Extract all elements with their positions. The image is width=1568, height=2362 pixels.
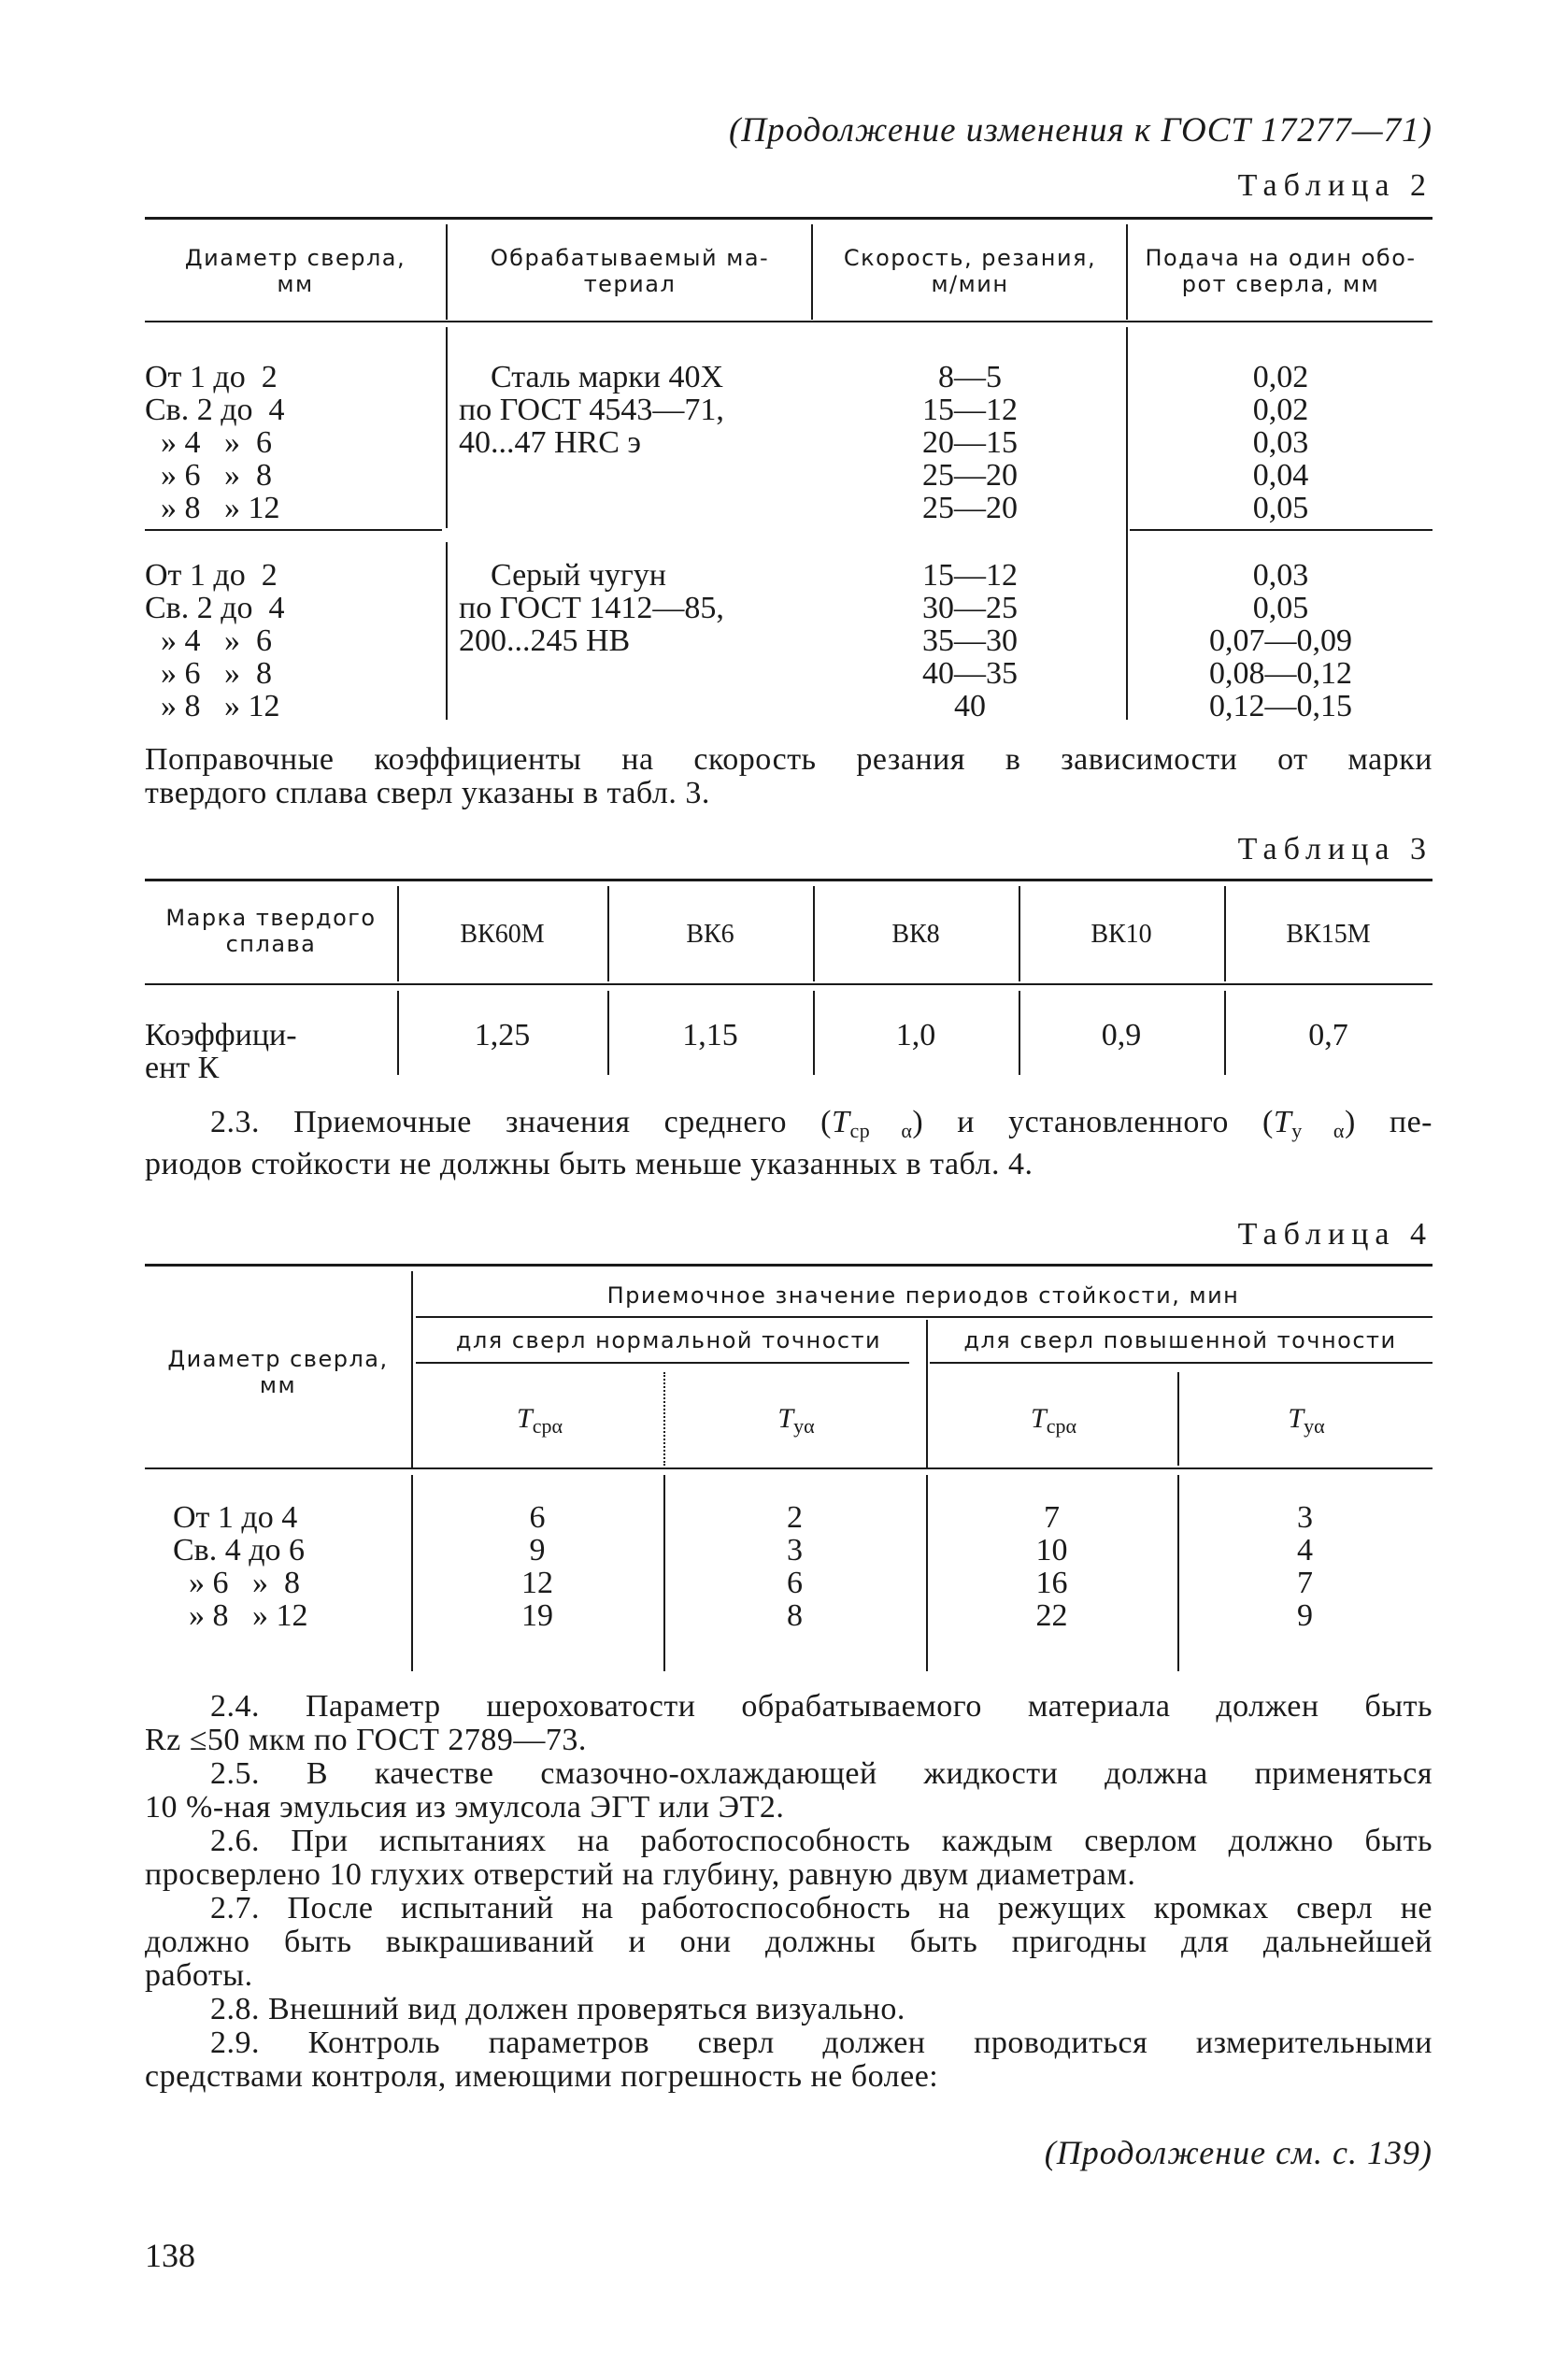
paragraph-correction-factors — [145, 743, 1433, 810]
text-fragment: ) и установленного ( — [912, 1105, 1274, 1139]
divider — [1177, 1372, 1179, 1466]
table2-group-rule — [1130, 529, 1433, 531]
table4-subrule — [416, 1316, 1433, 1318]
coef-vk60m: 1,25 — [474, 1018, 531, 1052]
text-line: просверлено 10 глухих отверстий на глубину, равную двум диаметрам. — [145, 1857, 1136, 1892]
symbol-t: T — [832, 1105, 850, 1139]
text-line: 2.5. В качестве смазочно-охлаждающей жидкости должна применяться — [210, 1756, 1433, 1791]
text-line: работы. — [145, 1958, 253, 1993]
divider — [663, 1372, 665, 1466]
table2-group1-feeds: 0,02 0,02 0,03 0,04 0,05 — [1252, 360, 1309, 525]
table2-header-rule — [145, 321, 1433, 322]
table2-header-diameter: Диаметр сверла, мм — [184, 245, 406, 297]
text-fragment: 2.3. Приемочные значения среднего ( — [210, 1105, 833, 1139]
continuation-footer: (Продолжение см. с. 139) — [1044, 2134, 1433, 2171]
table2-group1-material: Сталь марки 40Х по ГОСТ 4543—71, 40...47 HRC э — [459, 360, 724, 460]
text-line: 2.6. При испытаниях на работоспособность каждым сверлом должно быть — [210, 1824, 1433, 1858]
divider — [411, 1271, 413, 1467]
header-t-set-high: $T_{у\alpha}$ — [1288, 1403, 1325, 1438]
divider — [1126, 224, 1128, 320]
grade-vk10: ВК10 — [1090, 920, 1152, 949]
table4-top-rule — [145, 1264, 1433, 1267]
table4-group-normal: для сверл нормальной точности — [455, 1327, 882, 1353]
divider — [446, 327, 448, 528]
paragraphs-2-4-to-2-9 — [145, 1690, 1433, 2094]
text-line: средствами контроля, имеющими погрешность не более: — [145, 2059, 939, 2094]
table4-high-ty: 3 4 7 9 — [1297, 1500, 1313, 1633]
table3-header-grade: Марка твердого сплава — [165, 905, 377, 957]
text-line: 2.7. После испытаний на работоспособность на режущих кромках сверл не — [210, 1891, 1433, 1925]
text-line — [145, 1106, 1433, 1148]
symbol-subscript: у α — [1291, 1119, 1345, 1142]
table4-header-diameter: Диаметр сверла, мм — [167, 1346, 389, 1398]
table2-group2-speeds: 15—12 30—25 35—30 40—35 40 — [922, 558, 1018, 723]
table3-row-label: Коэффици- ент К — [145, 1018, 297, 1085]
coef-vk10: 0,9 — [1101, 1018, 1142, 1052]
table4-header-top: Приемочное значение периодов стойкости, мин — [606, 1282, 1240, 1309]
page-number: 138 — [145, 2237, 195, 2274]
header-t-avg-normal: $T_{ср\alpha}$ — [517, 1403, 563, 1438]
table4-group-high: для сверл повышенной точности — [963, 1327, 1397, 1353]
table4-subrule — [930, 1362, 1433, 1364]
table2-group-rule — [145, 529, 442, 531]
text-line: 10 %-ная эмульсия из эмулсола ЭГТ или ЭТ2. — [145, 1790, 785, 1825]
table2-header-speed: Скорость, резания, м/мин — [843, 245, 1097, 297]
text-line: риодов стойкости не должны быть меньше указанных в табл. 4. — [145, 1147, 1033, 1181]
header-t-set-normal: $T_{у\alpha}$ — [777, 1403, 815, 1438]
divider — [1126, 327, 1128, 720]
table4-normal-ty: 2 3 6 8 — [787, 1500, 803, 1633]
table2-group1-speeds: 8—5 15—12 20—15 25—20 25—20 — [922, 360, 1018, 525]
table2-label: Таблица 2 — [1237, 168, 1433, 203]
text-line: должно быть выкрашиваний и они должны быть пригодны для дальнейшей — [145, 1925, 1433, 1959]
table2-group2-feeds: 0,03 0,05 0,07—0,09 0,08—0,12 0,12—0,15 — [1209, 558, 1352, 723]
table2-header-feed: Подача на один обо- рот сверла, мм — [1145, 245, 1417, 297]
coef-vk15m: 0,7 — [1308, 1018, 1348, 1052]
header-t-avg-high: $T_{ср\alpha}$ — [1031, 1403, 1076, 1438]
grade-vk60m: ВК60М — [460, 920, 545, 949]
table4-header-rule — [145, 1467, 1433, 1469]
continuation-header: (Продолжение изменения к ГОСТ 17277—71) — [728, 111, 1433, 150]
table2-group2-material: Серый чугун по ГОСТ 1412—85, 200...245 НВ — [459, 558, 724, 658]
table4-subrule — [416, 1362, 909, 1364]
grade-vk8: ВК8 — [891, 920, 940, 949]
table4-label: Таблица 4 — [1237, 1217, 1433, 1252]
divider — [446, 542, 448, 720]
text-line: 2.8. Внешний вид должен проверяться визуально. — [210, 1992, 905, 2026]
divider — [811, 224, 813, 320]
text-line: Rz ≤50 мкм по ГОСТ 2789—73. — [145, 1723, 587, 1757]
text-line: 2.4. Параметр шероховатости обрабатываемого материала должен быть — [210, 1689, 1433, 1724]
grade-vk6: ВК6 — [686, 920, 734, 949]
table3-top-rule — [145, 879, 1433, 881]
coef-vk8: 1,0 — [895, 1018, 936, 1052]
divider — [446, 224, 448, 320]
text-line: 2.9. Контроль параметров сверл должен проводиться измерительными — [210, 2026, 1433, 2060]
table4-diameters: От 1 до 4 Св. 4 до 6 » 6 » 8 » 8 » 12 — [173, 1500, 308, 1633]
table2-top-rule — [145, 217, 1433, 220]
text-fragment: ) пе- — [1344, 1105, 1433, 1139]
table2-group1-diameters: От 1 до 2 Св. 2 до 4 » 4 » 6 » 6 » 8 » 8 » 12 — [145, 360, 285, 525]
symbol-subscript: ср α — [849, 1119, 913, 1142]
table4-normal-tcp: 6 9 12 19 — [521, 1500, 553, 1633]
table3-header-rule — [145, 983, 1433, 985]
coef-vk6: 1,15 — [682, 1018, 738, 1052]
text-line: Поправочные коэффициенты на скорость резания в зависимости от марки — [145, 742, 1433, 777]
symbol-t: T — [1273, 1105, 1292, 1139]
table3-label: Таблица 3 — [1237, 832, 1433, 866]
table4-high-tcp: 7 10 16 22 — [1035, 1500, 1068, 1633]
table2-group2-diameters: От 1 до 2 Св. 2 до 4 » 4 » 6 » 6 » 8 » 8 » 12 — [145, 558, 285, 723]
table2-header-material: Обрабатываемый ма- териал — [490, 245, 770, 297]
grade-vk15m: ВК15М — [1286, 920, 1371, 949]
text-line: твердого сплава сверл указаны в табл. 3. — [145, 776, 710, 810]
paragraph-2-3 — [145, 1106, 1433, 1181]
